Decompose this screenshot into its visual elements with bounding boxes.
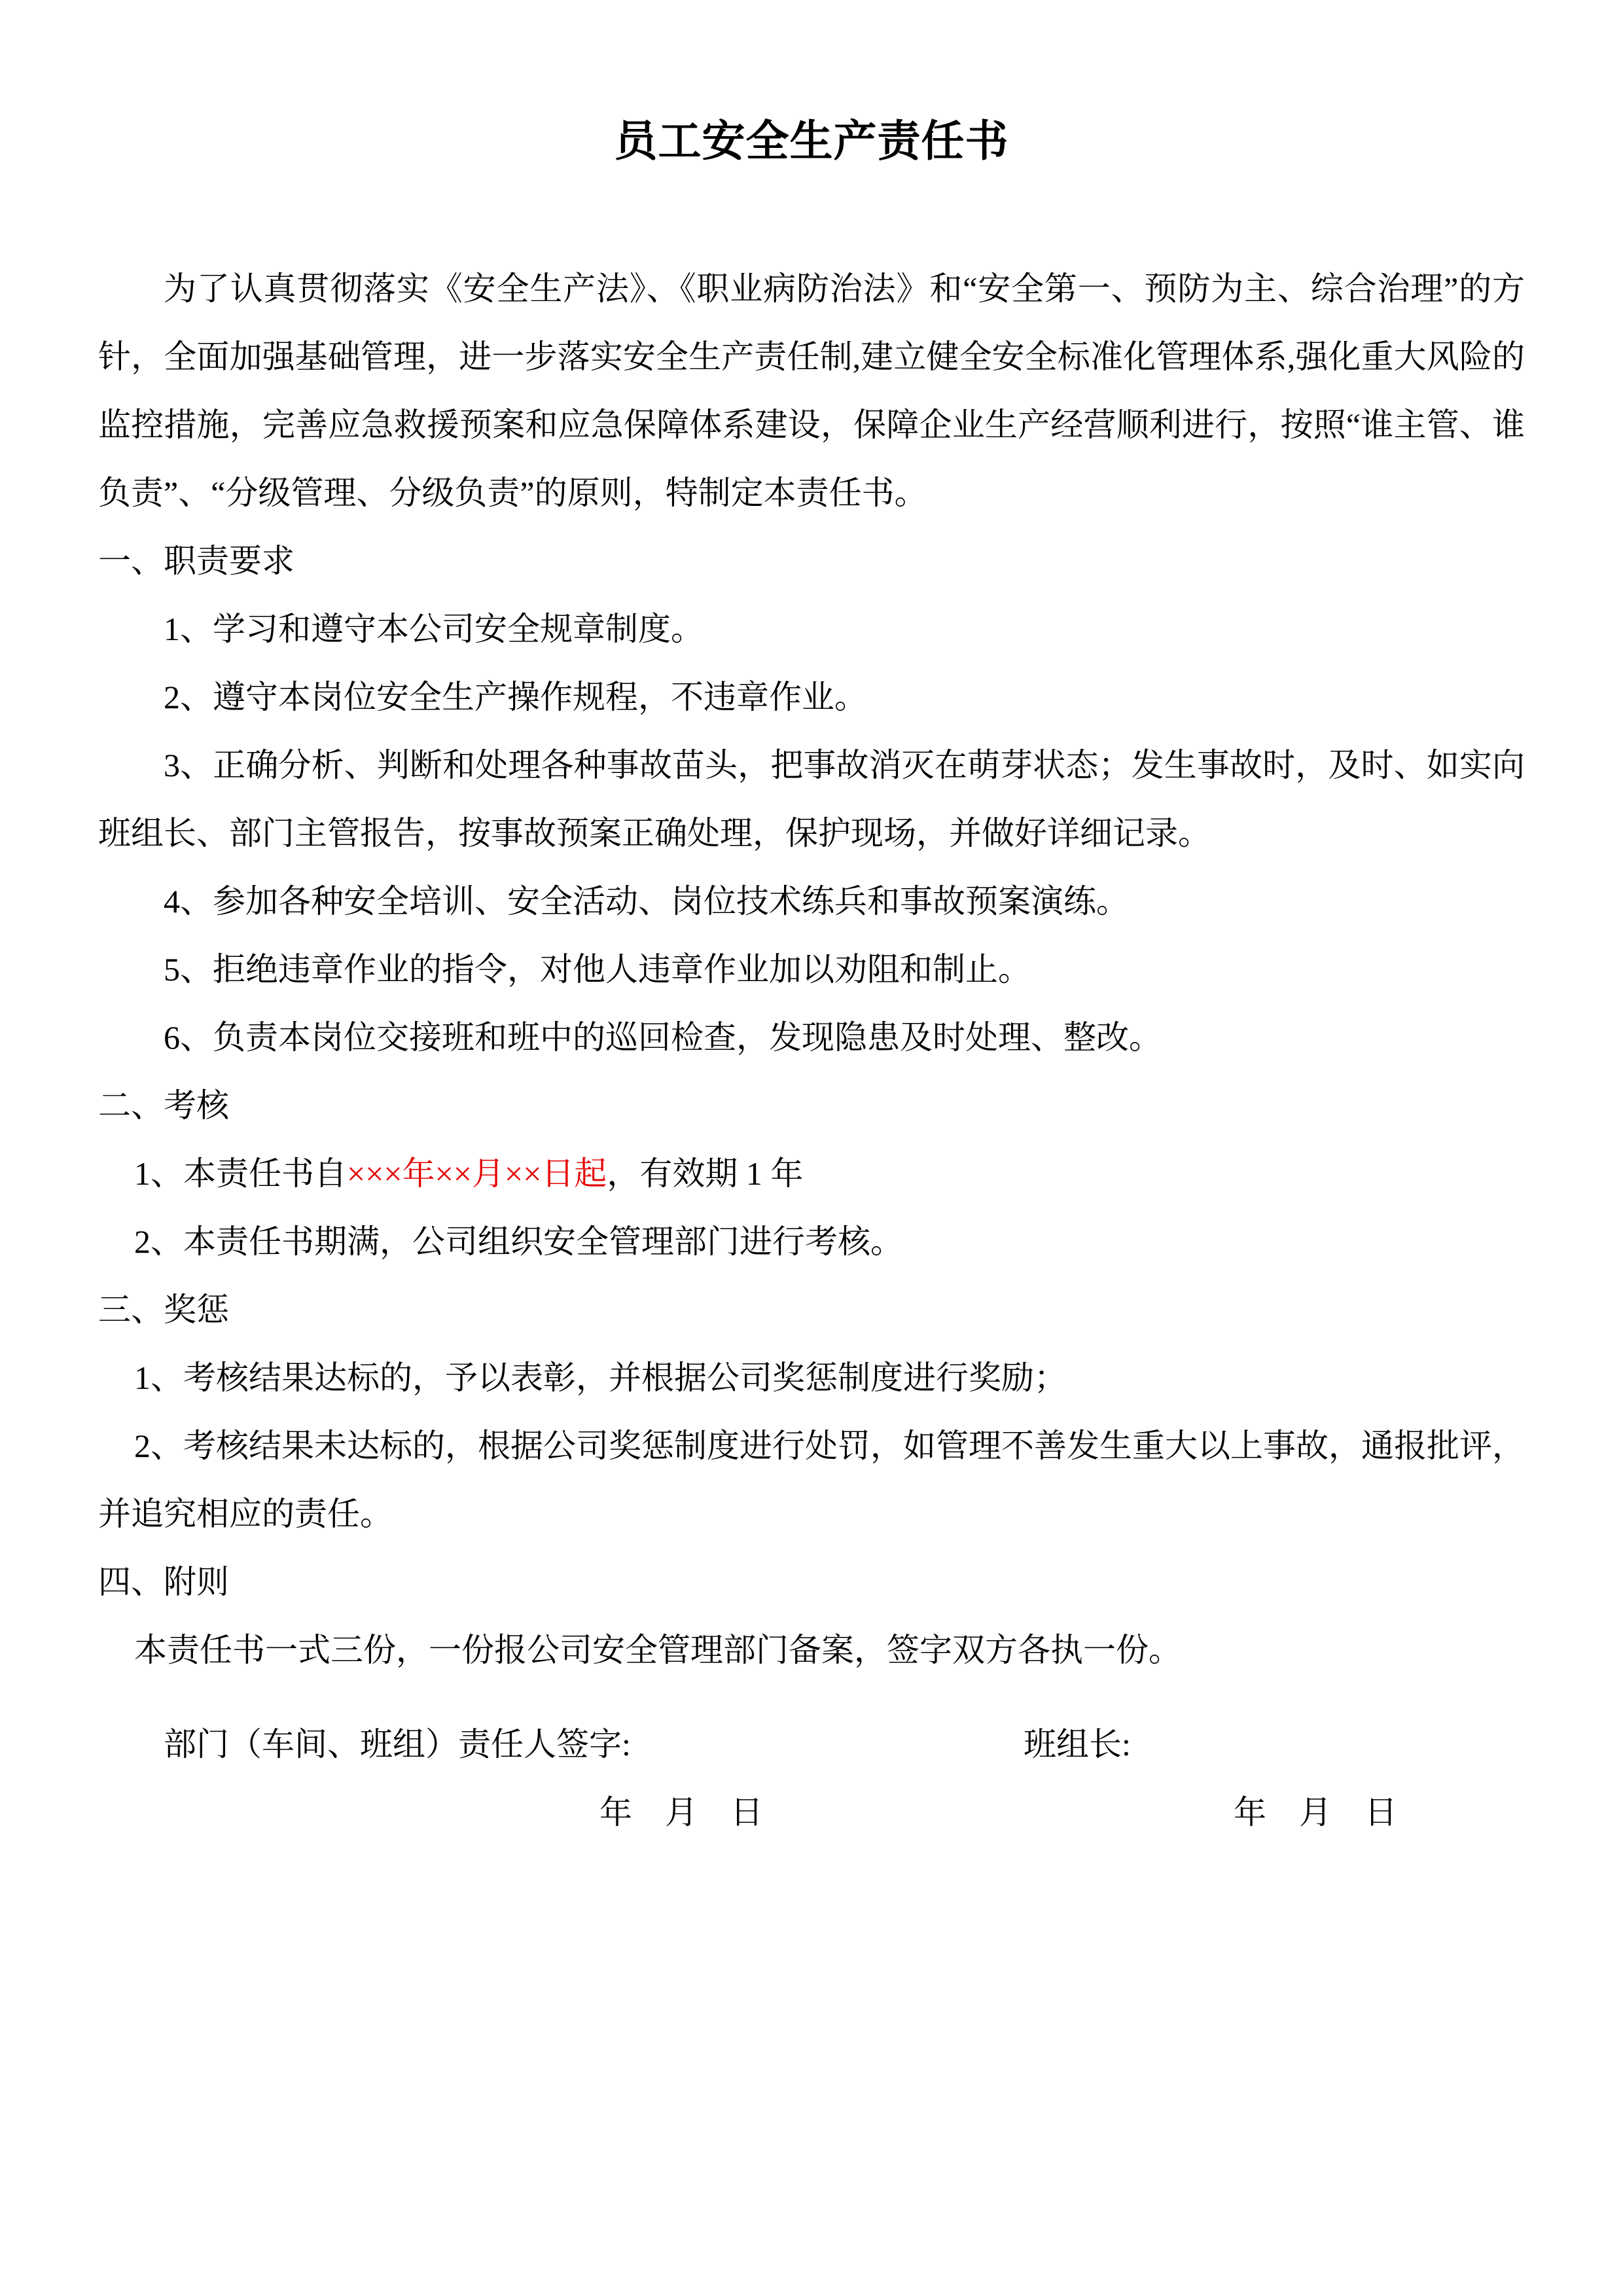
section-4-body: 本责任书一式三份，一份报公司安全管理部门备案，签字双方各执一份。 [134,1632,1181,1668]
section-2-item-1 [98,1139,1525,1208]
section-3-item-2: 2、考核结果未达标的，根据公司奖惩制度进行处罚，如管理不善发生重大以上事故，通报批评，并追究相应的责任。 [98,1427,1525,1532]
signature-dates-line [98,1778,1525,1846]
document-title: 员工安全生产责任书 [614,118,1009,166]
intro-paragraph: 为了认真贯彻落实《安全生产法》、《职业病防治法》和“安全第一、预防为主、综合治理”的方针，全面加强基础管理，进一步落实安全生产责任制,建立健全安全标准化管理体系,强化重大风险的监控措施，完善应急救援预案和应急保障体系建设，保障企业生产经营顺利进行，按照“谁主管、谁负责”、“分级管理、分级负责”的原则，特制定本责任书。 [98,270,1525,511]
section-3-heading: 三、奖惩 [98,1291,229,1328]
section-2-item-2: 2、本责任书期满，公司组织安全管理部门进行考核。 [134,1223,903,1260]
validity-text-post: ，有效期 1 年 [607,1155,804,1192]
section-1-item-1: 1、学习和遵守本公司安全规章制度。 [164,611,704,647]
signature-labels-line [98,1710,1525,1778]
left-signer-label: 部门（车间、班组）责任人签字: [164,1726,631,1763]
section-1-item-5: 5、拒绝违章作业的指令，对他人违章作业加以劝阻和制止。 [164,951,1031,988]
right-signer-label: 班组长: [1024,1726,1131,1763]
section-1-item-4: 4、参加各种安全培训、安全活动、岗位技术练兵和事故预案演练。 [164,883,1129,920]
section-1-item-6: 6、负责本岗位交接班和班中的巡回检查，发现隐患及时处理、整改。 [164,1019,1162,1056]
left-date-label: 年 月 日 [599,1794,763,1831]
section-1-heading: 一、职责要求 [98,543,294,579]
section-2-heading: 二、考核 [98,1087,229,1124]
validity-text-pre: 1、本责任书自 [134,1155,347,1192]
date-placeholder-highlight: ×××年××月××日起 [347,1155,607,1192]
section-1-item-3: 3、正确分析、判断和处理各种事故苗头，把事故消灭在萌芽状态；发生事故时，及时、如实向班组长、部门主管报告，按事故预案正确处理，保护现场，并做好详细记录。 [98,747,1525,852]
signature-block [98,1710,1525,1846]
section-1-item-2: 2、遵守本岗位安全生产操作规程，不违章作业。 [164,679,867,715]
section-3-item-1: 1、考核结果达标的，予以表彰，并根据公司奖惩制度进行奖励； [134,1359,1067,1396]
section-4-heading: 四、附则 [98,1564,229,1600]
right-date-label: 年 月 日 [1234,1794,1397,1831]
